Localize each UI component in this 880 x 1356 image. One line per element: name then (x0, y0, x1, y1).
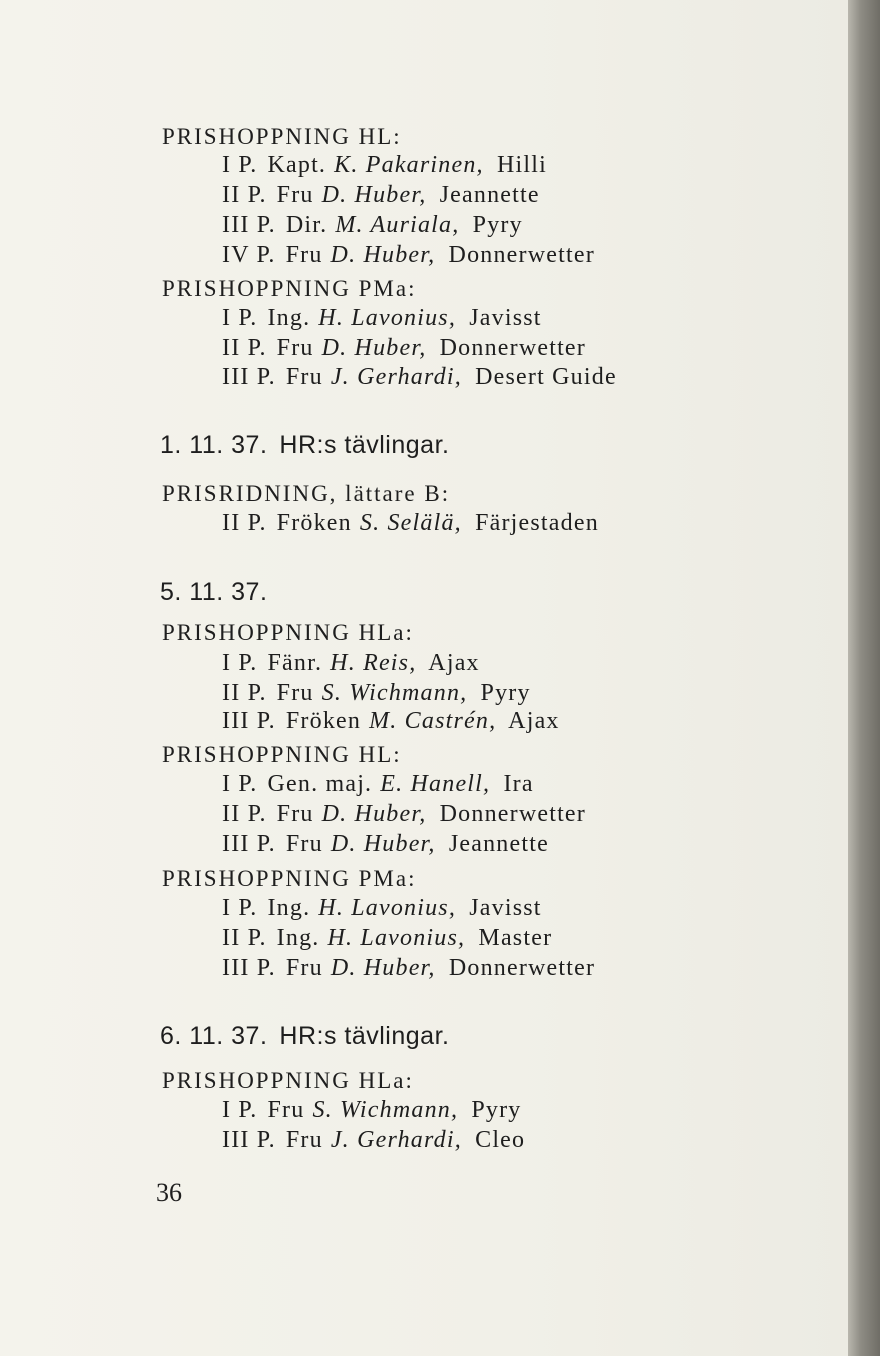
horse-name: Cleo (467, 1127, 526, 1153)
result-entry (222, 510, 599, 537)
placing: I P. (222, 771, 258, 797)
result-entry (222, 335, 586, 362)
result-entry (222, 708, 560, 735)
rider-surname: Huber, (347, 801, 427, 827)
horse-name: Färjestaden (467, 510, 599, 536)
horse-name: Ajax (502, 708, 560, 734)
horse-name: Pyry (465, 212, 523, 238)
rider-initial: D. (321, 182, 348, 208)
section-heading: PRISHOPPNING PMa: (162, 866, 417, 891)
rider-initial: S. (321, 680, 343, 706)
rider-surname: Pakarinen, (358, 152, 484, 178)
result-entry (222, 680, 531, 707)
rider-surname: Hanell, (403, 771, 491, 797)
result-entry (222, 1127, 525, 1154)
rider-title: Ing. (267, 895, 311, 921)
rider-title: Fröken (276, 510, 352, 536)
rider-initial: M. (369, 708, 398, 734)
rider-title: Fru (276, 680, 314, 706)
rider-initial: D. (330, 831, 357, 857)
section-heading: PRISHOPPNING HL: (162, 124, 402, 149)
rider-title: Fru (276, 335, 314, 361)
rider-initial: K. (334, 152, 359, 178)
page-edge (848, 0, 880, 1356)
placing: II P. (222, 335, 267, 361)
placing: I P. (222, 895, 258, 921)
rider-initial: H. (327, 925, 354, 951)
rider-surname: Gerhardi, (349, 364, 462, 390)
rider-surname: Lavonius, (344, 305, 457, 331)
rider-initial: E. (380, 771, 404, 797)
rider-title: Fru (285, 831, 323, 857)
rider-title: Ing. (267, 305, 311, 331)
rider-surname: Huber, (356, 242, 436, 268)
result-entry (222, 955, 595, 982)
event-label: HR:s tävlingar. (279, 1022, 450, 1050)
section-heading: PRISHOPPNING HLa: (162, 1068, 414, 1093)
horse-name: Donnerwetter (441, 242, 595, 268)
horse-name: Donnerwetter (441, 955, 596, 981)
event-date-line (160, 1022, 449, 1051)
event-date: 5. 11. 37. (160, 578, 268, 606)
rider-surname: Huber, (356, 955, 436, 981)
rider-initial: D. (330, 955, 357, 981)
rider-title: Fru (285, 955, 323, 981)
result-entry (222, 650, 480, 677)
horse-name: Javisst (462, 305, 542, 331)
result-entry (222, 182, 540, 209)
rider-title: Fru (285, 1127, 323, 1153)
rider-title: Fru (276, 182, 314, 208)
rider-title: Gen. maj. (267, 771, 373, 797)
rider-title: Ing. (276, 925, 320, 951)
rider-title: Fru (285, 242, 323, 268)
rider-surname: Auriala, (363, 212, 460, 238)
result-entry (222, 1097, 522, 1124)
horse-name: Pyry (464, 1097, 522, 1123)
section-heading: PRISRIDNING, lättare B: (162, 481, 451, 506)
rider-initial: S. (312, 1097, 333, 1123)
result-entry (222, 305, 542, 332)
rider-initial: D. (321, 801, 348, 827)
rider-surname: Lavonius, (344, 895, 457, 921)
rider-initial: D. (330, 242, 357, 268)
rider-title: Dir. (285, 212, 328, 238)
rider-surname: Wichmann, (342, 680, 468, 706)
rider-surname: Huber, (347, 335, 427, 361)
placing: II P. (222, 925, 267, 951)
placing: II P. (222, 801, 267, 827)
rider-surname: Gerhardi, (349, 1127, 462, 1153)
rider-title: Fru (285, 364, 323, 390)
placing: I P. (222, 1097, 258, 1123)
horse-name: Pyry (473, 680, 531, 706)
horse-name: Donnerwetter (432, 335, 586, 361)
section-heading: PRISHOPPNING PMa: (162, 276, 417, 301)
result-entry (222, 925, 552, 952)
event-label: HR:s tävlingar. (279, 431, 450, 459)
rider-initial: M. (335, 212, 364, 238)
rider-surname: Huber, (356, 831, 436, 857)
placing: II P. (222, 680, 267, 706)
rider-surname: Selälä, (380, 510, 462, 536)
result-entry (222, 801, 586, 828)
rider-surname: Wichmann, (332, 1097, 459, 1123)
placing: III P. (222, 955, 276, 981)
rider-title: Fru (276, 801, 314, 827)
rider-initial: S. (359, 510, 381, 536)
horse-name: Desert Guide (467, 364, 617, 390)
horse-name: Jeannette (441, 831, 549, 857)
rider-title: Fröken (285, 708, 362, 734)
placing: III P. (222, 364, 276, 390)
event-date-line (160, 431, 449, 460)
placing: II P. (222, 182, 267, 208)
section-heading: PRISHOPPNING HLa: (162, 620, 414, 645)
result-entry (222, 212, 523, 239)
result-entry (222, 831, 549, 858)
horse-name: Hilli (489, 152, 547, 178)
rider-initial: H. (318, 305, 345, 331)
result-entry (222, 895, 542, 922)
result-entry (222, 242, 595, 269)
rider-initial: D. (321, 335, 348, 361)
rider-surname: Reis, (355, 650, 417, 676)
result-entry (222, 152, 547, 179)
event-date: 1. 11. 37. (160, 431, 268, 459)
placing: I P. (222, 305, 258, 331)
event-date-line (160, 578, 279, 607)
placing: III P. (222, 1127, 276, 1153)
event-date: 6. 11. 37. (160, 1022, 268, 1050)
result-entry (222, 364, 617, 391)
placing: IV P. (222, 242, 276, 268)
rider-title: Fänr. (267, 650, 323, 676)
rider-initial: J. (330, 364, 350, 390)
horse-name: Ajax (422, 650, 480, 676)
placing: III P. (222, 831, 276, 857)
rider-initial: H. (318, 895, 345, 921)
placing: III P. (222, 212, 276, 238)
placing: I P. (222, 152, 258, 178)
rider-surname: Lavonius, (353, 925, 466, 951)
placing: II P. (222, 510, 267, 536)
rider-title: Fru (267, 1097, 305, 1123)
horse-name: Jeannette (432, 182, 540, 208)
result-entry (222, 771, 534, 798)
placing: I P. (222, 650, 258, 676)
horse-name: Javisst (462, 895, 542, 921)
horse-name: Master (471, 925, 553, 951)
rider-title: Kapt. (267, 152, 327, 178)
rider-surname: Huber, (347, 182, 427, 208)
rider-initial: J. (330, 1127, 350, 1153)
horse-name: Ira (496, 771, 534, 797)
rider-initial: H. (330, 650, 356, 676)
placing: III P. (222, 708, 276, 734)
horse-name: Donnerwetter (432, 801, 586, 827)
page-number: 36 (156, 1178, 182, 1207)
rider-surname: Castrén, (397, 708, 497, 734)
section-heading: PRISHOPPNING HL: (162, 742, 402, 767)
